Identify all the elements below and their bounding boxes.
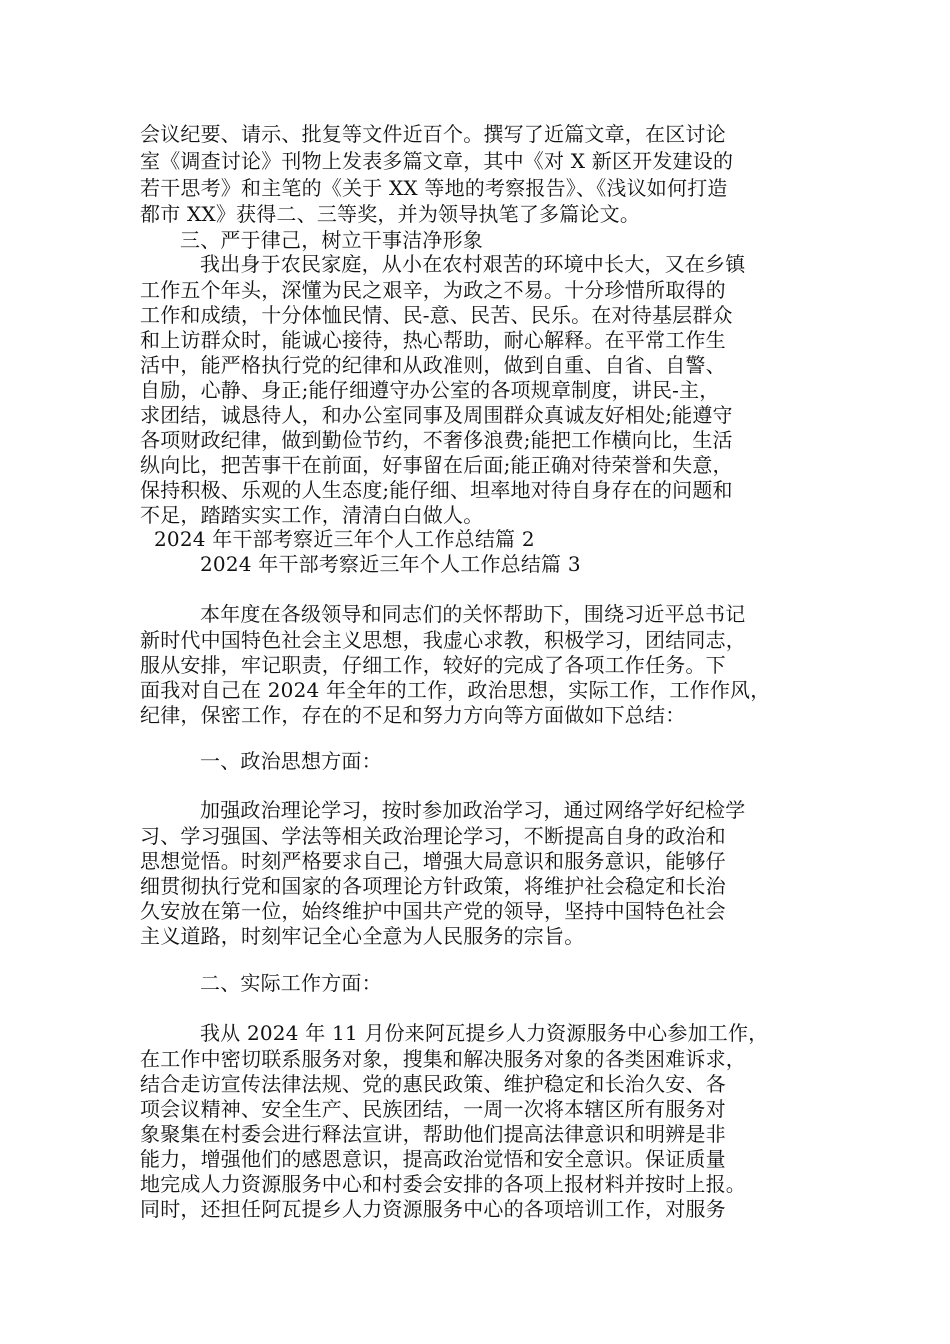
text-line: 不足，踏踏实实工作，清清白白做人。 (140, 503, 484, 527)
text-line: 能力，增强他们的感恩意识，提高政治觉悟和安全意识。保证质量 (140, 1147, 726, 1171)
text-line: 纪律，保密工作，存在的不足和努力方向等方面做如下总结： (140, 703, 686, 727)
text-line: 纵向比，把苦事干在前面，好事留在后面;能正确对待荣誉和失意， (140, 453, 733, 477)
text-line: 象聚集在村委会进行释法宣讲，帮助他们提高法律意识和明辨是非 (140, 1122, 726, 1146)
text-line: 细贯彻执行党和国家的各项理论方针政策，将维护社会稳定和长治 (140, 874, 726, 898)
text-line: 保持积极、乐观的人生态度;能仔细、坦率地对待自身存在的问题和 (140, 478, 733, 502)
text-line: 习、学习强国、学法等相关政治理论学习，不断提高自身的政治和 (140, 824, 726, 848)
text-line: 都市 XX》获得二、三等奖，并为领导执笔了多篇论文。 (140, 202, 641, 226)
text-line: 主义道路，时刻牢记全心全意为人民服务的宗旨。 (140, 924, 585, 948)
text-line: 同时，还担任阿瓦提乡人力资源服务中心的各项培训工作，对服务 (140, 1197, 726, 1221)
text-line: 会议纪要、请示、批复等文件近百个。撰写了近篇文章，在区讨论 (140, 122, 726, 146)
text-line: 久安放在第一位，始终维护中国共产党的领导，坚持中国特色社会 (140, 899, 726, 923)
text-line: 结合走访宣传法律法规、党的惠民政策、维护稳定和长治久安、各 (140, 1072, 726, 1096)
text-line: 新时代中国特色社会主义思想，我虚心求教，积极学习，团结同志， (140, 628, 746, 652)
text-line: 室《调查讨论》刊物上发表多篇文章，其中《对 X 新区开发建设的 (140, 149, 734, 173)
text-line: 和上访群众时，能诚心接待，热心帮助，耐心解释。在平常工作生 (140, 328, 726, 352)
text-line: 面我对自己在 2024 年全年的工作，政治思想，实际工作，工作作风， (140, 678, 771, 702)
text-line: 加强政治理论学习，按时参加政治学习，通过网络学好纪检学 (200, 798, 746, 822)
article-title: 2024 年干部考察近三年个人工作总结篇 2 (154, 527, 535, 551)
text-line: 我出身于农民家庭，从小在农村艰苦的环境中长大，又在乡镇 (200, 252, 746, 276)
section-heading: 三、严于律己，树立干事洁净形象 (180, 228, 483, 252)
text-line: 活中，能严格执行党的纪律和从政准则，做到自重、自省、自警、 (140, 353, 726, 377)
text-line: 工作五个年头，深懂为民之艰辛，为政之不易。十分珍惜所取得的 (140, 278, 726, 302)
text-line: 工作和成绩，十分体恤民情、民-意、民苦、民乐。在对待基层群众 (140, 303, 733, 327)
text-line: 本年度在各级领导和同志们的关怀帮助下，围绕习近平总书记 (200, 602, 746, 626)
text-line: 求团结，诚恳待人，和办公室同事及周围群众真诚友好相处;能遵守 (140, 403, 733, 427)
section-heading: 二、实际工作方面： (200, 971, 382, 995)
text-line: 在工作中密切联系服务对象，搜集和解决服务对象的各类困难诉求， (140, 1047, 746, 1071)
section-heading: 一、政治思想方面： (200, 749, 382, 773)
text-line: 各项财政纪律，做到勤俭节约，不奢侈浪费;能把工作横向比，生活 (140, 428, 733, 452)
text-line: 思想觉悟。时刻严格要求自己，增强大局意识和服务意识，能够仔 (140, 849, 726, 873)
text-line: 自励，心静、身正;能仔细遵守办公室的各项规章制度，讲民-主， (140, 378, 720, 402)
text-line: 我从 2024 年 11 月份来阿瓦提乡人力资源服务中心参加工作， (200, 1021, 769, 1045)
text-line: 服从安排，牢记职责，仔细工作，较好的完成了各项工作任务。下 (140, 653, 726, 677)
article-title: 2024 年干部考察近三年个人工作总结篇 3 (200, 552, 581, 576)
text-line: 地完成人力资源服务中心和村委会安排的各项上报材料并按时上报。 (140, 1172, 746, 1196)
text-line: 项会议精神、安全生产、民族团结，一周一次将本辖区所有服务对 (140, 1097, 726, 1121)
text-line: 若干思考》和主笔的《关于 XX 等地的考察报告》、《浅议如何打造 (140, 176, 728, 200)
